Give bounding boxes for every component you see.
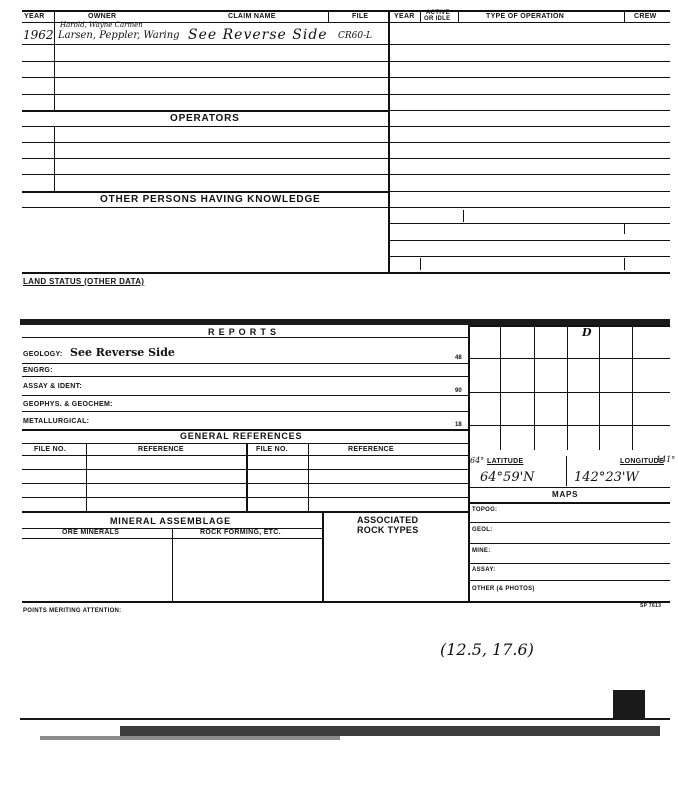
table-bottom-border — [22, 272, 670, 274]
geology-value: See Reverse Side — [70, 346, 175, 359]
row-line — [468, 543, 670, 544]
mineral-top-border — [22, 511, 468, 513]
geol-label: GEOL: — [472, 527, 493, 533]
row-line — [22, 497, 468, 498]
row-line — [22, 61, 388, 62]
rock-forming-label: ROCK FORMING, ETC. — [200, 529, 281, 536]
gr-reference-2: REFERENCE — [348, 446, 394, 453]
table-top-border — [22, 10, 670, 12]
row-line — [468, 487, 670, 488]
scan-smear-bottom — [120, 726, 660, 736]
operators-top-border — [22, 110, 388, 112]
operators-heading: OPERATORS — [170, 113, 240, 124]
header-year-2: YEAR — [394, 13, 415, 20]
divider — [420, 10, 421, 22]
op-row-line — [388, 158, 670, 159]
row-line — [22, 44, 388, 45]
scan-black-mark — [613, 690, 645, 718]
handwritten-coordinates: (12.5, 17.6) — [440, 640, 534, 659]
entry-year: 1962 — [23, 28, 54, 42]
row-line — [22, 174, 388, 175]
other-persons-top-border — [22, 191, 388, 193]
general-references-title: GENERAL REFERENCES — [180, 431, 303, 441]
header-crew: CREW — [634, 13, 657, 20]
assay-label: ASSAY & IDENT: — [23, 383, 83, 390]
divider — [322, 511, 324, 601]
op-row-line — [388, 94, 670, 95]
op-row-line — [388, 191, 670, 192]
row-line — [22, 411, 468, 412]
grid-col — [500, 325, 501, 450]
row-line — [22, 455, 468, 456]
mine-label: MINE: — [472, 548, 491, 554]
main-divider — [388, 10, 390, 272]
header-year: YEAR — [24, 13, 45, 20]
maps-title: MAPS — [552, 490, 579, 499]
op-row-line — [388, 174, 670, 175]
tick — [463, 210, 464, 222]
gr-reference-1: REFERENCE — [138, 446, 184, 453]
row-line — [22, 77, 388, 78]
grid-row — [468, 392, 670, 393]
entry-owner-first-names: Harold, Wayne Carmen — [60, 21, 143, 29]
rock-types-label: ROCK TYPES — [357, 525, 419, 535]
op-row-line — [388, 126, 670, 127]
metallurgical-label: METALLURGICAL: — [23, 418, 90, 425]
divider — [458, 10, 459, 22]
lat-prefix: 64° — [470, 456, 485, 465]
row-line — [468, 563, 670, 564]
longitude-label: LONGITUDE — [620, 458, 664, 465]
divider — [328, 10, 329, 22]
gr-file-no-2: FILE NO. — [256, 446, 288, 453]
scan-edge-line — [20, 718, 670, 720]
row-line — [22, 443, 468, 444]
other-persons-heading: OTHER PERSONS HAVING KNOWLEDGE — [100, 194, 321, 205]
divider — [172, 528, 173, 601]
year-column-divider — [54, 22, 55, 110]
land-status-label: LAND STATUS (OTHER DATA) — [23, 277, 145, 286]
divider — [86, 443, 87, 511]
grid-col — [632, 325, 633, 450]
header-claim-name: CLAIM NAME — [228, 13, 276, 20]
report-number-18: 18 — [455, 422, 462, 428]
engrg-label: ENGRG: — [23, 367, 53, 374]
report-number-90: 90 — [455, 388, 462, 394]
header-file: FILE — [352, 13, 369, 20]
latitude-value: 64°59'N — [480, 470, 535, 485]
geology-label: GEOLOGY: — [23, 351, 63, 358]
row-line — [22, 207, 388, 208]
operators-column-divider — [54, 126, 55, 192]
divider — [246, 443, 248, 511]
header-active: ACTIVE — [426, 10, 450, 16]
entry-owner-last-names: Larsen, Peppler, Waring — [58, 30, 180, 41]
row-line — [22, 158, 388, 159]
op-row-line — [388, 207, 670, 208]
longitude-value: 142°23'W — [574, 470, 639, 485]
op-row-line — [388, 240, 670, 241]
row-line — [468, 502, 670, 504]
divider — [624, 10, 625, 22]
assay-map-label: ASSAY: — [472, 567, 496, 573]
divider — [566, 456, 567, 486]
ore-minerals-label: ORE MINERALS — [62, 529, 120, 536]
row-line — [22, 363, 468, 364]
topog-label: TOPOG: — [472, 507, 498, 513]
lon-suffix: 141° — [656, 455, 676, 464]
reports-title-border — [22, 337, 468, 338]
latitude-label: LATITUDE — [487, 458, 524, 465]
grid-col — [567, 325, 568, 450]
associated-label: ASSOCIATED — [357, 515, 419, 525]
mineral-assemblage-title: MINERAL ASSEMBLAGE — [110, 516, 231, 526]
op-row-line — [388, 256, 670, 257]
divider — [308, 443, 309, 511]
reports-title: R E P O R T S — [208, 327, 277, 337]
row-line — [22, 126, 388, 127]
grid-top — [468, 325, 670, 327]
row-line — [468, 522, 670, 523]
op-row-line — [388, 77, 670, 78]
divider — [54, 10, 55, 22]
grid-col — [599, 325, 600, 450]
row-line — [22, 376, 468, 377]
tick — [420, 258, 421, 270]
other-photos-label: OTHER (& PHOTOS) — [472, 586, 535, 592]
op-row-line — [388, 61, 670, 62]
form-number: SP 7613 — [640, 603, 662, 609]
header-type-of-operation: TYPE OF OPERATION — [486, 13, 565, 20]
header-or-idle: OR IDLE — [424, 16, 451, 22]
row-line — [22, 395, 468, 396]
entry-claim-name: See Reverse Side — [188, 27, 328, 43]
reports-bottom-border — [22, 601, 670, 603]
row-line — [22, 469, 468, 470]
gr-file-no-1: FILE NO. — [34, 446, 66, 453]
grid-row — [468, 358, 670, 359]
report-number-48: 48 — [455, 355, 462, 361]
scan-smear-bottom-2 — [40, 736, 340, 740]
header-owner: OWNER — [88, 13, 117, 20]
geophys-label: GEOPHYS. & GEOCHEM: — [23, 401, 113, 408]
grid-col — [534, 325, 535, 450]
op-row-line — [388, 110, 670, 111]
op-row-line — [388, 142, 670, 143]
op-row-line — [388, 44, 670, 45]
entry-file: CR60-L — [338, 31, 373, 41]
row-line — [22, 483, 468, 484]
op-row-line — [388, 223, 670, 224]
tick — [624, 258, 625, 270]
row-line — [468, 580, 670, 581]
grid-row — [468, 425, 670, 426]
grid-circle-mark: D — [582, 326, 592, 339]
row-line — [22, 142, 388, 143]
tick — [624, 224, 625, 234]
points-meriting-attention-label: POINTS MERITING ATTENTION: — [23, 608, 122, 614]
row-line — [22, 94, 388, 95]
